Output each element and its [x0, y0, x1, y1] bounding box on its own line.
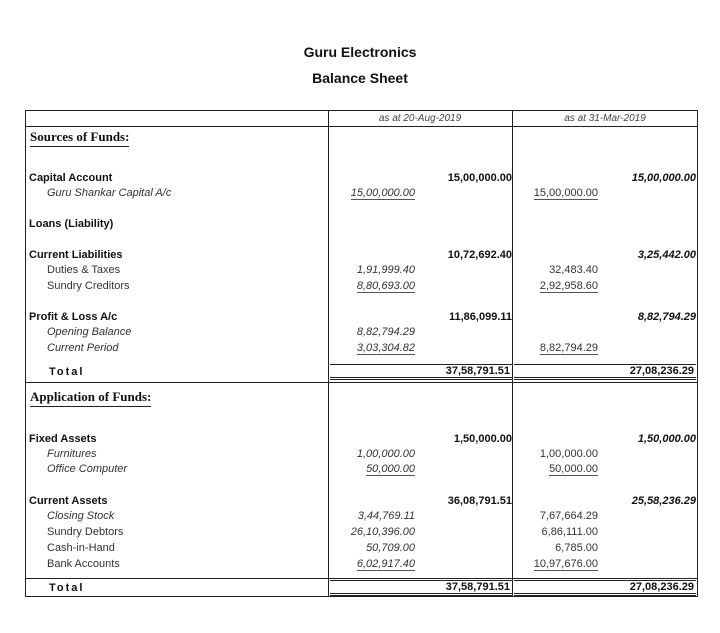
office-computer-current: 50,000.00	[366, 463, 415, 475]
current-assets-previous: 25,58,236.29	[631, 495, 696, 507]
column-header-current: as at 20-Aug-2019	[378, 113, 462, 124]
bank-accounts-previous: 10,97,676.00	[533, 558, 598, 570]
application-total-divider	[25, 578, 698, 579]
cash-in-hand-current: 50,709.00	[366, 542, 415, 554]
fixed-assets-current: 1,50,000.00	[453, 433, 512, 445]
capital-account-label: Capital Account	[29, 172, 113, 184]
cash-in-hand-label: Cash-in-Hand	[47, 542, 115, 554]
application-total-previous: 27,08,236.29	[514, 580, 696, 596]
furnitures-previous: 1,00,000.00	[539, 448, 598, 460]
bank-accounts-current: 6,02,917.40	[356, 558, 415, 570]
guru-shankar-capital-current: 15,00,000.00	[350, 187, 415, 199]
closing-stock-current: 3,44,769.11	[357, 510, 415, 522]
bank-accounts-label: Bank Accounts	[47, 558, 120, 570]
column-divider	[328, 110, 329, 597]
current-period-previous: 8,82,794.29	[539, 342, 598, 354]
column-header-previous: as at 31-Mar-2019	[564, 113, 646, 124]
opening-balance-label: Opening Balance	[47, 326, 132, 338]
cash-in-hand-previous: 6,785.00	[555, 542, 598, 554]
office-computer-previous: 50,000.00	[549, 463, 598, 475]
application-total-label: Total	[49, 582, 85, 594]
company-name: Guru Electronics	[303, 44, 417, 60]
office-computer-label: Office Computer	[47, 463, 128, 475]
capital-account-amount-previous: 15,00,000.00	[631, 172, 696, 184]
closing-stock-previous: 7,67,664.29	[539, 510, 598, 522]
section-application-of-funds: Application of Funds:	[30, 389, 151, 407]
capital-account-amount-current: 15,00,000.00	[447, 172, 512, 184]
current-liabilities-previous: 3,25,442.00	[637, 249, 696, 261]
column-divider	[512, 110, 513, 597]
sundry-creditors-current: 8,80,693.00	[356, 280, 415, 292]
sources-total-label: Total	[49, 366, 85, 378]
current-period-current: 3,03,304.82	[356, 342, 415, 354]
section-sources-of-funds: Sources of Funds:	[30, 129, 129, 147]
sundry-debtors-label: Sundry Debtors	[47, 526, 124, 538]
current-period-label: Current Period	[47, 342, 119, 354]
loans-liability-label: Loans (Liability)	[29, 218, 114, 230]
closing-stock-label: Closing Stock	[47, 510, 115, 522]
application-total-current: 37,58,791.51	[330, 580, 512, 596]
guru-shankar-capital-previous: 15,00,000.00	[533, 187, 598, 199]
furnitures-current: 1,00,000.00	[356, 448, 415, 460]
fixed-assets-previous: 1,50,000.00	[637, 433, 696, 445]
sources-total-previous: 27,08,236.29	[514, 364, 696, 380]
duties-taxes-current: 1,91,999.40	[356, 264, 415, 276]
guru-shankar-capital-label: Guru Shankar Capital A/c	[47, 187, 172, 199]
duties-taxes-label: Duties & Taxes	[47, 264, 121, 276]
furnitures-label: Furnitures	[47, 448, 97, 460]
current-assets-label: Current Assets	[29, 495, 108, 507]
profit-loss-current: 11,86,099.11	[448, 311, 512, 323]
header-divider	[25, 126, 698, 127]
duties-taxes-previous: 32,483.40	[549, 264, 598, 276]
current-assets-current: 36,08,791.51	[447, 495, 512, 507]
profit-loss-previous: 8,82,794.29	[637, 311, 696, 323]
current-liabilities-current: 10,72,692.40	[447, 249, 512, 261]
report-title: Balance Sheet	[312, 70, 408, 86]
sundry-creditors-previous: 2,92,958.60	[539, 280, 598, 292]
sources-total-divider	[25, 382, 698, 383]
fixed-assets-label: Fixed Assets	[29, 433, 97, 445]
sources-total-current: 37,58,791.51	[330, 364, 512, 380]
sundry-debtors-current: 26,10,396.00	[350, 526, 415, 538]
current-liabilities-label: Current Liabilities	[29, 249, 123, 261]
sundry-creditors-label: Sundry Creditors	[47, 280, 130, 292]
profit-loss-label: Profit & Loss A/c	[29, 311, 118, 323]
sundry-debtors-previous: 6,86,111.00	[541, 526, 598, 538]
opening-balance-current: 8,82,794.29	[356, 326, 415, 338]
